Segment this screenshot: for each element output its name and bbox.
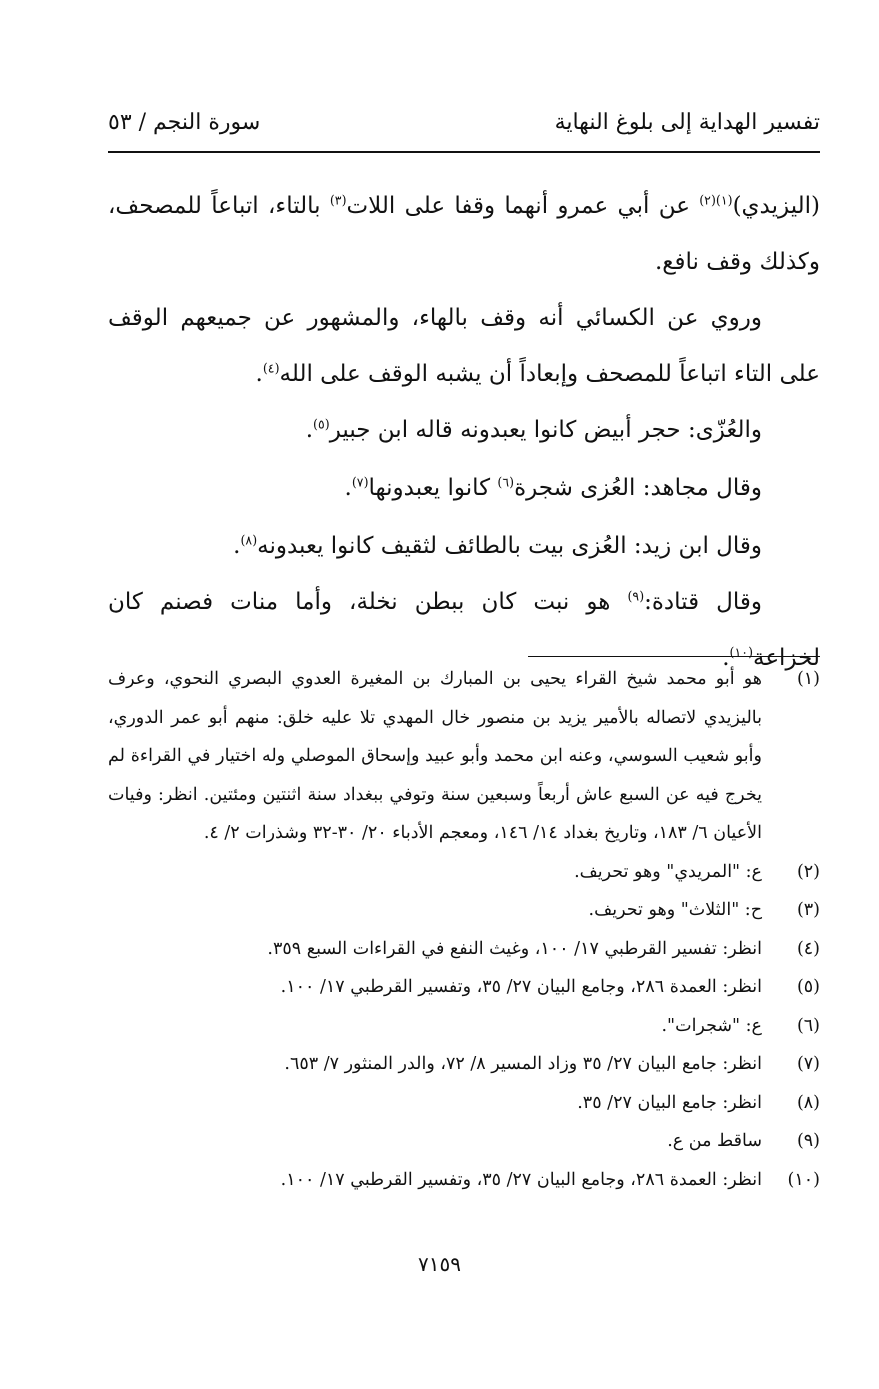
p4-text-a: وقال مجاهد: العُزى شجرة — [514, 475, 762, 501]
footnote-ref[interactable]: (٦) — [497, 474, 515, 490]
footnote-text: انظر: العمدة ٢٨٦، وجامع البيان ٢٧/ ٣٥، وتفسير القرطبي ١٧/ ١٠٠. — [280, 977, 762, 997]
footnote-item — [108, 660, 820, 853]
footnote-number: (٣) — [796, 900, 820, 920]
book-title: تفسير الهداية إلى بلوغ النهاية — [554, 110, 820, 135]
footnote-number: (٨) — [796, 1092, 820, 1113]
p4-text-b: كانوا يعبدونها — [368, 475, 498, 501]
paragraph-1 — [108, 178, 820, 290]
p1-text-b: عن أبي عمرو أنهما وقفا على اللات — [346, 193, 700, 219]
footnote-ref[interactable]: (٧) — [351, 474, 369, 490]
footnotes — [108, 660, 820, 1199]
footnote-ref[interactable]: (٥) — [313, 416, 330, 432]
p6-text-c: . — [722, 645, 730, 671]
p5-text-a: وقال ابن زيد: العُزى بيت بالطائف لثقيف كانوا يعبدونه — [257, 533, 762, 559]
footnote-separator — [528, 656, 820, 657]
p1-text-a: (اليزيدي) — [732, 193, 821, 219]
footnote-number: (٩) — [796, 1131, 820, 1151]
footnote-number: (٧) — [796, 1054, 820, 1074]
paragraph-2 — [108, 290, 820, 402]
footnote-ref[interactable]: (١)(٢) — [699, 192, 733, 208]
paragraph-5 — [108, 518, 820, 574]
footnote-text: ح: "الثلاث" وهو تحريف. — [588, 900, 762, 920]
p2-text-a: وروي عن الكسائي أنه وقف بالهاء، والمشهور عن جميعهم الوقف على التاء اتباعاً للمصحف وإبعاداً أن يشبه الوقف على الله — [108, 305, 820, 387]
footnote-text: انظر: تفسير القرطبي ١٧/ ١٠٠، وغيث النفع في القراءات السبع ٣٥٩. — [267, 938, 762, 959]
paragraph-3 — [108, 402, 820, 458]
p1-text-c: بالتاء، اتباعاً للمصحف، وكذلك وقف نافع. — [108, 193, 820, 275]
running-header — [108, 110, 820, 146]
footnote-ref[interactable]: (٩) — [627, 588, 645, 604]
p5-text-b: . — [233, 533, 241, 559]
footnote-item — [108, 1007, 820, 1046]
p3-text-b: . — [305, 417, 314, 443]
paragraph-4 — [108, 460, 820, 516]
footnote-item — [108, 1161, 820, 1200]
footnote-text: ع: "المريدي" وهو تحريف. — [574, 861, 762, 882]
footnote-ref[interactable]: (٣) — [329, 192, 347, 208]
surah-page-label: سورة النجم / ٥٣ — [108, 110, 261, 135]
footnote-number: (٢) — [796, 861, 820, 882]
footnote-text: انظر: العمدة ٢٨٦، وجامع البيان ٢٧/ ٣٥، وتفسير القرطبي ١٧/ ١٠٠. — [280, 1169, 762, 1190]
footnote-item — [108, 853, 820, 892]
footnote-number: (٤) — [796, 938, 820, 959]
footnote-text: انظر: جامع البيان ٢٧/ ٣٥ وزاد المسير ٨/ ٧٢، والدر المنثور ٧/ ٦٥٣. — [284, 1054, 762, 1074]
footnote-ref[interactable]: (٨) — [240, 532, 258, 548]
footnote-number: (٦) — [796, 1015, 820, 1036]
footnote-item — [108, 1084, 820, 1123]
footnote-number: (١) — [796, 669, 820, 689]
footnote-ref[interactable]: (١٠) — [729, 644, 753, 660]
footnote-item — [108, 1122, 820, 1161]
p4-text-c: . — [344, 475, 352, 501]
footnote-item — [108, 1045, 820, 1084]
footnote-number: (١٠) — [787, 1169, 820, 1190]
footnote-item — [108, 930, 820, 969]
footnote-text: ساقط من ع. — [667, 1131, 762, 1151]
p3-text-a: والعُزّى: حجر أبيض كانوا يعبدونه قاله ابن جبير — [329, 417, 762, 443]
p6-text-a: وقال قتادة: — [644, 589, 762, 615]
footnote-text: هو أبو محمد شيخ القراء يحيى بن المبارك بن المغيرة العدوي البصري النحوي، وعرف باليزيدي لاتصاله بالأمير يزيد بن منصور خال المهدي تلا عليه خلق: منهم أبو عمر الدوري، وأبو شعيب السوسي، وعنه ابن محمد وأبو عبيد وإسحاق الموصلي وله اختيار في القراءة لم يخرج فيه عن السبع عاش أربعاً وسبعين سنة وتوفي ببغداد سنة اثنتين ومئتين. انظر: وفيات الأعيان ٦/ ١٨٣، وتاريخ بغداد ١٤/ ١٤٦، ومعجم الأدباء ٢٠/ ٣٠-٣٢ وشذرات ٢/ ٤. — [108, 669, 762, 843]
footnote-text: ع: "شجرات". — [661, 1015, 762, 1036]
footnote-item — [108, 891, 820, 930]
p2-text-b: . — [255, 361, 263, 387]
footnote-item — [108, 968, 820, 1007]
footnote-number: (٥) — [796, 977, 820, 997]
footnote-text: انظر: جامع البيان ٢٧/ ٣٥. — [577, 1092, 762, 1113]
p6-text-b: هو نبت كان ببطن نخلة، وأما منات فصنم كان لخزاعة — [108, 589, 820, 671]
page-number: ٧١٥٩ — [418, 1252, 461, 1276]
header-rule — [108, 151, 820, 153]
footnote-ref[interactable]: (٤) — [262, 360, 280, 376]
